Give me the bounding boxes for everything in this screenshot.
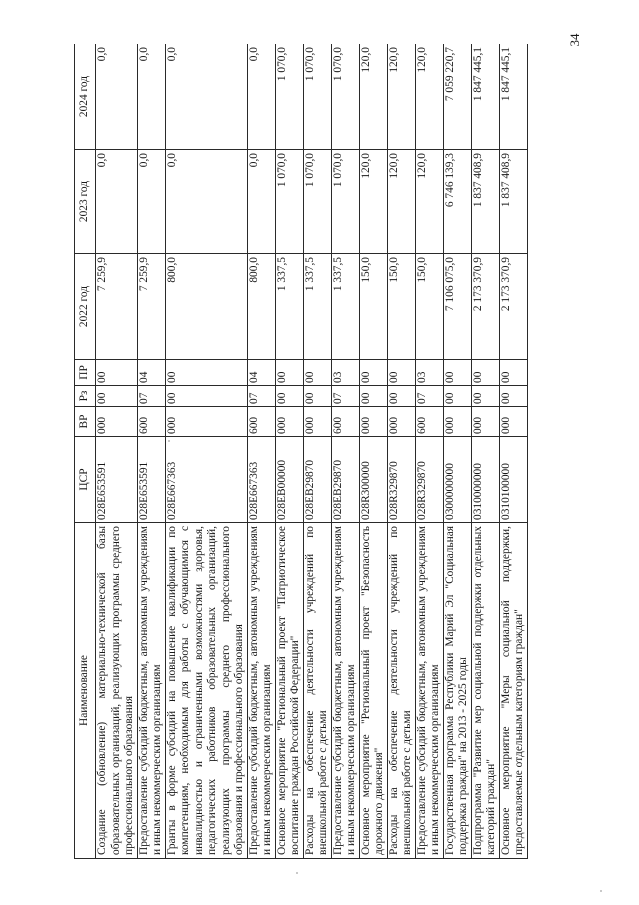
cell-2024: 120,0 xyxy=(359,44,387,150)
cell-csr: 028EB29870 xyxy=(303,437,331,523)
cell-pr: 00 xyxy=(96,360,138,386)
header-2023: 2023 год xyxy=(75,150,96,254)
table-body xyxy=(96,44,528,859)
cell-rz: 00 xyxy=(499,386,527,407)
cell-vr: 000 xyxy=(359,407,387,437)
cell-2023: 120,0 xyxy=(359,150,387,254)
scan-speck xyxy=(600,890,602,892)
cell-2022: 7 106 075,0 xyxy=(443,254,471,360)
cell-rz: 00 xyxy=(359,386,387,407)
cell-2023: 120,0 xyxy=(415,150,443,254)
cell-pr: 00 xyxy=(275,360,303,386)
cell-2023: 0,0 xyxy=(96,150,138,254)
cell-rz: 07 xyxy=(137,386,165,407)
cell-2023: 1 070,0 xyxy=(331,150,359,254)
cell-name: Расходы на обеспечение деятельности учреждений по внешкольной работе с детьми xyxy=(387,523,415,859)
cell-vr: 000 xyxy=(471,407,499,437)
cell-2022: 7 259,9 xyxy=(96,254,138,360)
table-row xyxy=(415,44,443,859)
cell-name: Основное мероприятие "Региональный проект "Патриотическое воспитание граждан Российской Федерации" xyxy=(275,523,303,859)
cell-2022: 7 259,9 xyxy=(137,254,165,360)
header-name: Наименование xyxy=(75,523,96,859)
rotated-table-frame xyxy=(74,44,614,859)
cell-2022: 150,0 xyxy=(387,254,415,360)
cell-pr: 00 xyxy=(471,360,499,386)
cell-vr: 000 xyxy=(96,407,138,437)
header-2024: 2024 год xyxy=(75,44,96,150)
cell-rz: 00 xyxy=(387,386,415,407)
header-row xyxy=(75,44,96,859)
table-row xyxy=(471,44,499,859)
table-row xyxy=(165,44,247,859)
cell-2024: 120,0 xyxy=(387,44,415,150)
cell-csr: 0300000000 xyxy=(443,437,471,523)
cell-vr: 000 xyxy=(165,407,247,437)
cell-csr: 028R300000 xyxy=(359,437,387,523)
cell-vr: 600 xyxy=(247,407,275,437)
budget-table xyxy=(74,44,528,859)
cell-csr: 028R329870 xyxy=(387,437,415,523)
cell-2024: 0,0 xyxy=(96,44,138,150)
cell-rz: 00 xyxy=(303,386,331,407)
cell-vr: 000 xyxy=(303,407,331,437)
cell-2023: 1 837 408,9 xyxy=(471,150,499,254)
cell-vr: 600 xyxy=(137,407,165,437)
cell-vr: 600 xyxy=(331,407,359,437)
cell-name: Предоставление субсидий бюджетным, автономным учреждениям и иным некоммерческим организациям xyxy=(137,523,165,859)
cell-2024: 0,0 xyxy=(137,44,165,150)
cell-name: Подпрограмма "Развитие мер социальной поддержки отдельных категорий граждан" xyxy=(471,523,499,859)
cell-name: Предоставление субсидий бюджетным, автономным учреждениям и иным некоммерческим организациям xyxy=(415,523,443,859)
cell-csr: 028E667363 xyxy=(247,437,275,523)
cell-vr: 000 xyxy=(275,407,303,437)
cell-vr: 000 xyxy=(387,407,415,437)
table-row xyxy=(275,44,303,859)
cell-2024: 0,0 xyxy=(165,44,247,150)
cell-2024: 1 847 445,1 xyxy=(471,44,499,150)
cell-2022: 800,0 xyxy=(247,254,275,360)
cell-rz: 00 xyxy=(471,386,499,407)
cell-2024: 1 847 445,1 xyxy=(499,44,527,150)
cell-2022: 1 337,5 xyxy=(331,254,359,360)
cell-csr: 028E653591 xyxy=(137,437,165,523)
header-rz: Рз xyxy=(75,386,96,407)
cell-2023: 120,0 xyxy=(387,150,415,254)
scan-speck xyxy=(296,872,298,874)
cell-name: Предоставление субсидий бюджетным, автономным учреждениям и иным некоммерческим организациям xyxy=(331,523,359,859)
cell-csr: 028EB00000 xyxy=(275,437,303,523)
cell-2023: 6 746 139,3 xyxy=(443,150,471,254)
cell-2022: 1 337,5 xyxy=(275,254,303,360)
cell-pr: 00 xyxy=(443,360,471,386)
cell-2023: 0,0 xyxy=(247,150,275,254)
cell-pr: 04 xyxy=(247,360,275,386)
cell-pr: 00 xyxy=(499,360,527,386)
cell-csr: 028R329870 xyxy=(415,437,443,523)
cell-pr: 00 xyxy=(387,360,415,386)
cell-pr: 00 xyxy=(303,360,331,386)
cell-csr: 028E667363 xyxy=(165,437,247,523)
table-row xyxy=(96,44,138,859)
cell-2024: 0,0 xyxy=(247,44,275,150)
cell-name: Гранты в форме субсидий на повышение квалификации по компетенциям, необходимым для работы с обучающимися с инвалидностью и ограниченными возможностями здоровья, педагогических работников образовательных организаций, реализующих программы среднего профессионального образования и профессионального образования xyxy=(165,523,247,859)
cell-csr: 028EB29870 xyxy=(331,437,359,523)
table-row xyxy=(443,44,471,859)
table-row xyxy=(359,44,387,859)
cell-2023: 1 070,0 xyxy=(303,150,331,254)
table-row xyxy=(331,44,359,859)
cell-2022: 150,0 xyxy=(359,254,387,360)
cell-2024: 1 070,0 xyxy=(275,44,303,150)
cell-2023: 0,0 xyxy=(165,150,247,254)
cell-csr: 0310000000 xyxy=(471,437,499,523)
table-row xyxy=(303,44,331,859)
table-row xyxy=(387,44,415,859)
cell-rz: 07 xyxy=(247,386,275,407)
cell-csr: 028E653591 xyxy=(96,437,138,523)
cell-pr: 00 xyxy=(359,360,387,386)
header-2022: 2022 год xyxy=(75,254,96,360)
table-row xyxy=(247,44,275,859)
cell-vr: 600 xyxy=(415,407,443,437)
cell-2023: 1 837 408,9 xyxy=(499,150,527,254)
page-number: 34 xyxy=(567,33,582,47)
cell-vr: 000 xyxy=(443,407,471,437)
cell-pr: 03 xyxy=(331,360,359,386)
cell-pr: 04 xyxy=(137,360,165,386)
header-vr: ВР xyxy=(75,407,96,437)
cell-rz: 00 xyxy=(165,386,247,407)
header-csr: ЦСР xyxy=(75,437,96,523)
table-container xyxy=(74,44,614,859)
table-row xyxy=(499,44,527,859)
header-pr: ПР xyxy=(75,360,96,386)
cell-2022: 2 173 370,9 xyxy=(471,254,499,360)
cell-vr: 000 xyxy=(499,407,527,437)
cell-rz: 00 xyxy=(275,386,303,407)
cell-csr: 0310100000 xyxy=(499,437,527,523)
cell-rz: 00 xyxy=(443,386,471,407)
scan-speck xyxy=(168,440,170,442)
cell-name: Создание (обновление) материально-технической базы образовательных организаций, реализующих программы среднего профессионального образования xyxy=(96,523,138,859)
cell-name: Расходы на обеспечение деятельности учреждений по внешкольной работе с детьми xyxy=(303,523,331,859)
cell-pr: 00 xyxy=(165,360,247,386)
cell-2024: 7 059 220,7 xyxy=(443,44,471,150)
cell-rz: 07 xyxy=(415,386,443,407)
cell-2022: 2 173 370,9 xyxy=(499,254,527,360)
cell-2024: 1 070,0 xyxy=(303,44,331,150)
cell-2024: 1 070,0 xyxy=(331,44,359,150)
cell-2022: 800,0 xyxy=(165,254,247,360)
cell-rz: 00 xyxy=(96,386,138,407)
cell-2024: 120,0 xyxy=(415,44,443,150)
table-row xyxy=(137,44,165,859)
cell-rz: 07 xyxy=(331,386,359,407)
cell-2023: 0,0 xyxy=(137,150,165,254)
cell-name: Основное мероприятие "Меры социальной поддержки, предоставляемые отдельным категориям граждан" xyxy=(499,523,527,859)
cell-name: Государственная программа Республики Марий Эл "Социальная поддержка граждан" на 2013 - 2025 годы xyxy=(443,523,471,859)
cell-name: Предоставление субсидий бюджетным, автономным учреждениям и иным некоммерческим организациям xyxy=(247,523,275,859)
cell-2022: 1 337,5 xyxy=(303,254,331,360)
cell-name: Основное мероприятие "Региональный проект "Безопасность дорожного движения" xyxy=(359,523,387,859)
cell-2022: 150,0 xyxy=(415,254,443,360)
cell-pr: 03 xyxy=(415,360,443,386)
cell-2023: 1 070,0 xyxy=(275,150,303,254)
